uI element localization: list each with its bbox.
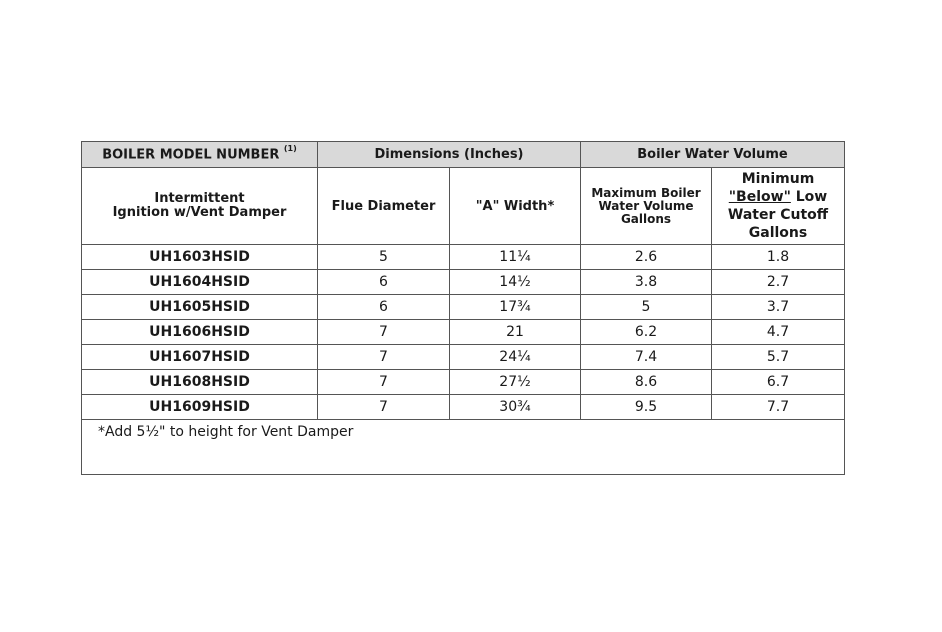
max-volume-header: Maximum Boiler Water Volume Gallons	[581, 168, 712, 245]
column-header-row	[82, 168, 845, 245]
flue-diameter-cell: 6	[318, 270, 450, 295]
table-row	[82, 320, 845, 345]
table-row	[82, 245, 845, 270]
a-width-cell: 21	[450, 320, 581, 345]
model-cell: UH1605HSID	[82, 295, 318, 320]
water-volume-header: Boiler Water Volume	[581, 142, 845, 168]
model-cell: UH1604HSID	[82, 270, 318, 295]
a-width-cell: 30¾	[450, 395, 581, 420]
footnote-row	[82, 420, 845, 475]
flue-diameter-header: Flue Diameter	[318, 168, 450, 245]
max-volume-cell: 9.5	[581, 395, 712, 420]
ignition-header: Intermittent Ignition w/Vent Damper	[82, 168, 318, 245]
flue-diameter-cell: 7	[318, 320, 450, 345]
model-cell: UH1609HSID	[82, 395, 318, 420]
flue-diameter-cell: 7	[318, 370, 450, 395]
min-below-cell: 7.7	[712, 395, 845, 420]
max-volume-cell: 5	[581, 295, 712, 320]
min-below-cell: 2.7	[712, 270, 845, 295]
table-row	[82, 395, 845, 420]
a-width-cell: 11¼	[450, 245, 581, 270]
table-row	[82, 295, 845, 320]
max-volume-cell: 3.8	[581, 270, 712, 295]
model-cell: UH1603HSID	[82, 245, 318, 270]
table-row	[82, 370, 845, 395]
model-number-note: (1)	[283, 144, 297, 154]
footnote: *Add 5½" to height for Vent Damper	[82, 420, 845, 475]
a-width-cell: 24¼	[450, 345, 581, 370]
model-cell: UH1608HSID	[82, 370, 318, 395]
group-header-row	[82, 142, 845, 168]
table-row	[82, 345, 845, 370]
min-below-cell: 5.7	[712, 345, 845, 370]
a-width-cell: 14½	[450, 270, 581, 295]
model-cell: UH1606HSID	[82, 320, 318, 345]
min-below-header: Minimum "Below" Low Water Cutoff Gallons	[712, 168, 845, 245]
model-number-header: BOILER MODEL NUMBER $^{(1)}$	[82, 142, 318, 168]
dimensions-header: Dimensions (Inches)	[318, 142, 581, 168]
boiler-spec-table	[81, 141, 845, 475]
min-below-cell: 6.7	[712, 370, 845, 395]
min-below-cell: 3.7	[712, 295, 845, 320]
max-volume-cell: 6.2	[581, 320, 712, 345]
a-width-header: "A" Width*	[450, 168, 581, 245]
min-below-cell: 4.7	[712, 320, 845, 345]
table-row	[82, 270, 845, 295]
max-volume-cell: 2.6	[581, 245, 712, 270]
flue-diameter-cell: 7	[318, 345, 450, 370]
flue-diameter-cell: 6	[318, 295, 450, 320]
flue-diameter-cell: 7	[318, 395, 450, 420]
flue-diameter-cell: 5	[318, 245, 450, 270]
min-below-cell: 1.8	[712, 245, 845, 270]
a-width-cell: 17¾	[450, 295, 581, 320]
model-cell: UH1607HSID	[82, 345, 318, 370]
max-volume-cell: 7.4	[581, 345, 712, 370]
a-width-cell: 27½	[450, 370, 581, 395]
max-volume-cell: 8.6	[581, 370, 712, 395]
